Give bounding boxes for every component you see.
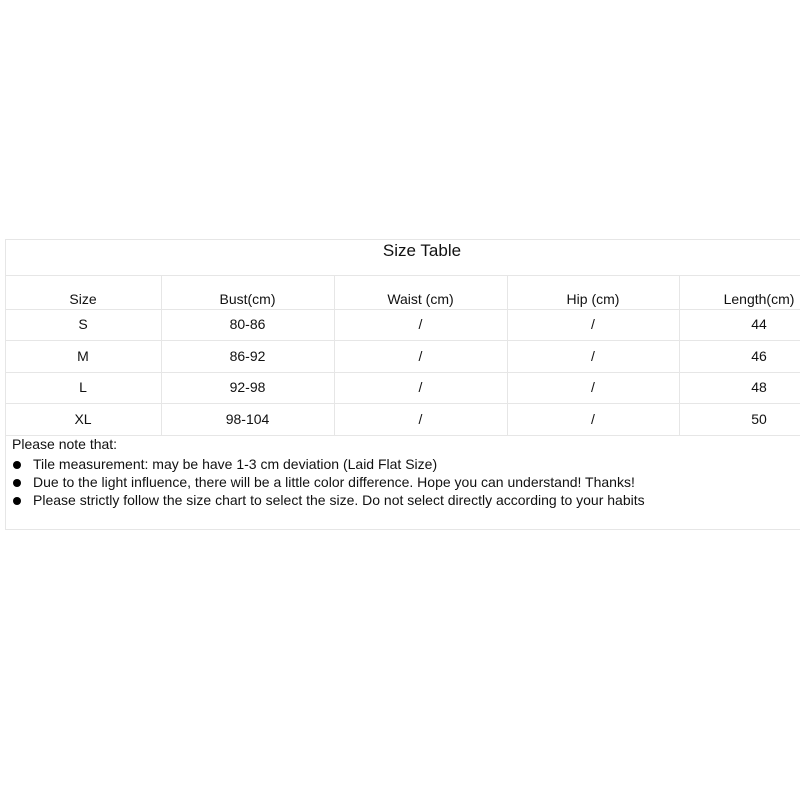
table-cell-hip: /	[591, 411, 595, 427]
column-header-length: Length(cm)	[723, 291, 795, 307]
note-text: Tile measurement: may be have 1-3 cm deviation (Laid Flat Size)	[33, 456, 438, 472]
table-cell-bust: 92-98	[229, 379, 266, 395]
table-cell-size: L	[79, 379, 87, 395]
bullet-icon	[13, 497, 21, 505]
table-cell-waist: /	[418, 316, 423, 332]
column-header-bust: Bust(cm)	[219, 291, 276, 307]
table-cell-size: S	[78, 316, 88, 332]
table-cell-waist: /	[418, 379, 423, 395]
table-cell-length: 46	[751, 348, 767, 364]
grid-line	[5, 275, 800, 276]
table-title: Size Table	[382, 241, 462, 260]
table-cell-size: XL	[74, 411, 92, 427]
table-cell-bust: 86-92	[229, 348, 266, 364]
table-cell-waist: /	[418, 411, 423, 427]
table-cell-length: 44	[751, 316, 767, 332]
column-header-size: Size	[69, 291, 97, 307]
column-header-hip: Hip (cm)	[566, 291, 620, 307]
table-cell-bust: 80-86	[229, 316, 266, 332]
note-item	[12, 455, 645, 473]
bullet-icon	[13, 461, 21, 469]
table-cell-hip: /	[591, 348, 595, 364]
grid-line-bottom	[5, 529, 800, 530]
column-header-waist: Waist (cm)	[387, 291, 454, 307]
note-text: Due to the light influence, there will be a little color difference. Hope you can understand! Thanks!	[33, 474, 635, 490]
note-item	[12, 473, 645, 491]
notes-heading: Please note that:	[12, 436, 118, 452]
table-cell-hip: /	[591, 379, 595, 395]
table-cell-waist: /	[418, 348, 423, 364]
note-text: Please strictly follow the size chart to select the size. Do not select directly according to your habits	[33, 492, 645, 508]
bullet-icon	[13, 479, 21, 487]
table-cell-size: M	[77, 348, 89, 364]
table-cell-length: 48	[751, 379, 767, 395]
table-cell-bust: 98-104	[225, 411, 270, 427]
note-item	[12, 491, 645, 509]
table-cell-hip: /	[591, 316, 595, 332]
size-table-sheet	[5, 239, 800, 530]
table-cell-length: 50	[751, 411, 767, 427]
notes-section	[12, 435, 645, 509]
